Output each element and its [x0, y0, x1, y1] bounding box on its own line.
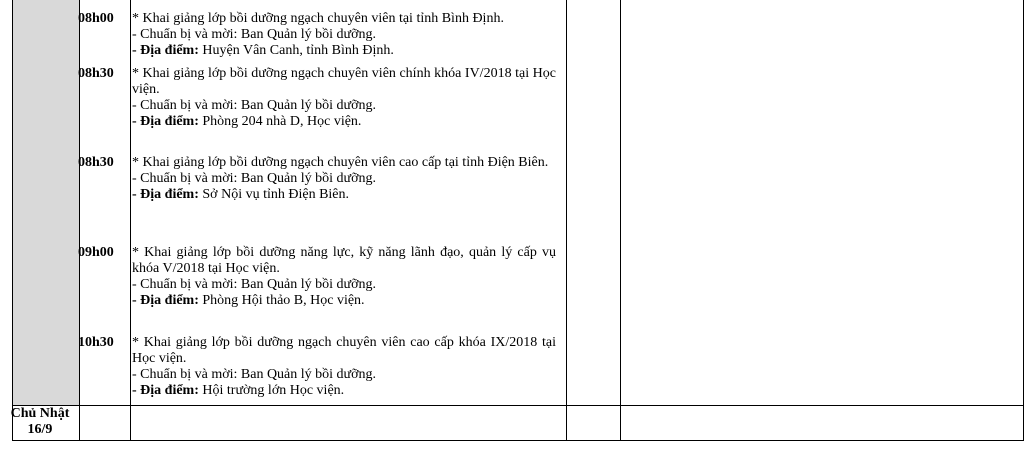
- event-entry: [132, 335, 556, 399]
- event-time: 09h00: [78, 245, 114, 260]
- event-place: [132, 43, 556, 59]
- event-entry: [132, 155, 556, 203]
- event-time: 08h30: [78, 66, 114, 81]
- table-border-bottom: [12, 440, 1024, 441]
- place-label: - Địa điểm:: [132, 293, 199, 308]
- table-border-left: [12, 0, 13, 441]
- place-value: Phòng Hội thảo B, Học viện.: [198, 293, 365, 308]
- day-date: 16/9: [27, 422, 53, 437]
- place-label: - Địa điểm:: [132, 43, 199, 58]
- day-name: Chủ Nhật: [10, 406, 70, 421]
- place-label: - Địa điểm:: [132, 114, 199, 129]
- prep-value: Ban Quản lý bồi dưỡng.: [237, 171, 377, 186]
- event-entry: [132, 245, 556, 309]
- event-prep: [132, 277, 556, 293]
- event-place: [132, 293, 556, 309]
- event-prep: [132, 171, 556, 187]
- event-place: [132, 187, 556, 203]
- place-label: - Địa điểm:: [132, 383, 199, 398]
- prep-label: - Chuẩn bị và mời:: [132, 171, 238, 186]
- event-prep: [132, 98, 556, 114]
- prep-value: Ban Quản lý bồi dưỡng.: [237, 367, 377, 382]
- prep-label: - Chuẩn bị và mời:: [132, 277, 238, 292]
- column-divider: [566, 0, 567, 441]
- event-title: * Khai giảng lớp bồi dưỡng ngạch chuyên viên cao cấp tại tỉnh Điện Biên.: [132, 155, 549, 170]
- event-entry: [132, 11, 556, 59]
- event-title: * Khai giảng lớp bồi dưỡng ngạch chuyên viên tại tỉnh Bình Định.: [132, 11, 504, 26]
- event-place: [132, 383, 556, 399]
- prep-label: - Chuẩn bị và mời:: [132, 367, 238, 382]
- prep-value: Ban Quản lý bồi dưỡng.: [237, 277, 377, 292]
- event-time: 08h30: [78, 155, 114, 170]
- place-value: Phòng 204 nhà D, Học viện.: [198, 114, 362, 129]
- event-time: 08h00: [78, 11, 114, 26]
- event-title: * Khai giảng lớp bồi dưỡng ngạch chuyên viên chính khóa IV/2018 tại Học viện.: [132, 66, 556, 97]
- event-place: [132, 114, 556, 130]
- sunday-label: [6, 406, 74, 438]
- event-title: * Khai giảng lớp bồi dưỡng năng lực, kỹ năng lãnh đạo, quản lý cấp vụ khóa V/2018 tại Học viện.: [132, 245, 556, 276]
- column-divider: [620, 0, 621, 441]
- place-value: Huyện Vân Canh, tỉnh Bình Định.: [198, 43, 394, 58]
- event-prep: [132, 367, 556, 383]
- event-entry: [132, 66, 556, 130]
- day-column-cell: [13, 0, 79, 405]
- prep-value: Ban Quản lý bồi dưỡng.: [237, 98, 377, 113]
- prep-label: - Chuẩn bị và mời:: [132, 27, 238, 42]
- event-prep: [132, 27, 556, 43]
- prep-label: - Chuẩn bị và mời:: [132, 98, 238, 113]
- event-title: * Khai giảng lớp bồi dưỡng ngạch chuyên viên cao cấp khóa IX/2018 tại Học viện.: [132, 335, 556, 366]
- event-time: 10h30: [78, 335, 114, 350]
- row-divider: [12, 405, 1024, 406]
- column-divider: [130, 0, 131, 441]
- place-value: Sở Nội vụ tỉnh Điện Biên.: [198, 187, 350, 202]
- prep-value: Ban Quản lý bồi dưỡng.: [237, 27, 377, 42]
- place-value: Hội trường lớn Học viện.: [198, 383, 345, 398]
- place-label: - Địa điểm:: [132, 187, 199, 202]
